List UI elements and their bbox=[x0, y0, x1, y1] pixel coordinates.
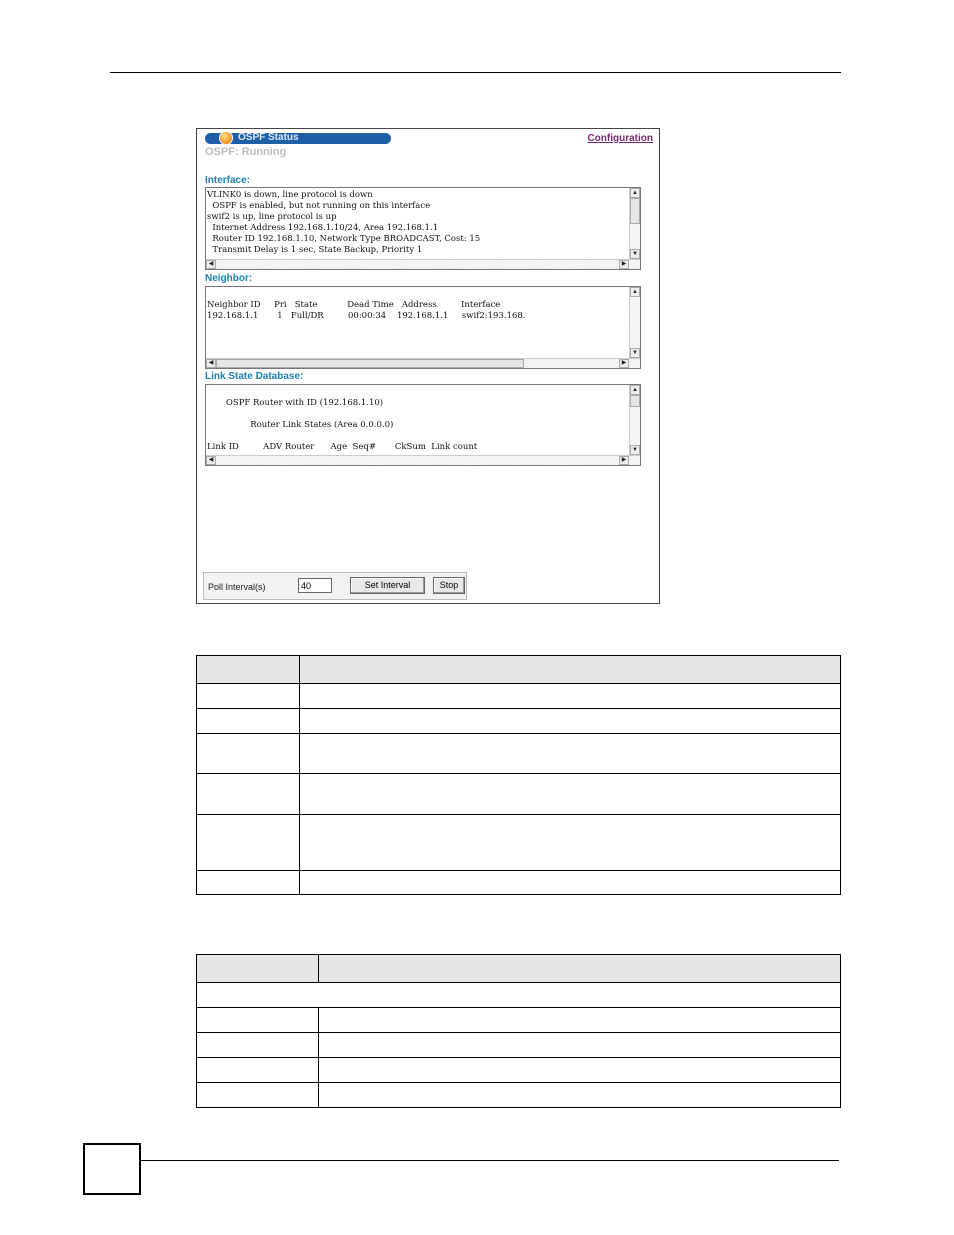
scroll-down-icon[interactable]: ▼ bbox=[630, 445, 640, 455]
interface-text: VLINK0 is down, line protocol is down OSPF is enabled, but not running on this interface swif2 is up, line protocol is up Internet Address 192.168.1.10/24, Area 192.168.1.1 Router ID 192.168.1.10, Network Type BROADCAST, Cost: 15 Transmit Delay is 1 sec, State Backup, Priority 1 bbox=[207, 190, 481, 255]
neighbor-textbox[interactable] bbox=[205, 286, 641, 369]
table-cell bbox=[197, 815, 300, 871]
lsdb-textbox[interactable] bbox=[205, 384, 641, 466]
scroll-up-icon[interactable]: ▲ bbox=[630, 385, 640, 395]
ospf-running-status: OSPF: Running bbox=[205, 146, 287, 158]
table-row bbox=[197, 774, 841, 815]
table-row bbox=[197, 815, 841, 871]
interface-textbox[interactable] bbox=[205, 187, 641, 270]
set-interval-button[interactable]: Set Interval bbox=[350, 577, 425, 594]
table-row bbox=[197, 684, 841, 709]
poll-interval-label: Poll Interval(s) bbox=[208, 582, 266, 592]
table-cell bbox=[319, 955, 841, 983]
neighbor-hscroll[interactable] bbox=[206, 358, 640, 368]
table-cell bbox=[197, 1008, 319, 1033]
scroll-right-icon[interactable]: ▶ bbox=[619, 260, 629, 269]
field-description-table-2 bbox=[196, 954, 841, 1108]
table-row bbox=[197, 1083, 841, 1108]
table-cell bbox=[300, 656, 841, 684]
lsdb-vscroll[interactable] bbox=[629, 385, 640, 455]
table-cell bbox=[197, 734, 300, 774]
scroll-thumb[interactable] bbox=[630, 395, 640, 407]
lsdb-text: OSPF Router with ID (192.168.1.10) Router Link States (Area 0.0.0.0) Link ID ADV Router Age Seq# CkSum Link count bbox=[207, 398, 478, 452]
configuration-link[interactable]: Configuration bbox=[587, 133, 653, 144]
table-cell bbox=[197, 1083, 319, 1108]
table-cell bbox=[319, 1058, 841, 1083]
page-number-box bbox=[83, 1143, 141, 1195]
scroll-down-icon[interactable]: ▼ bbox=[630, 348, 640, 358]
table-cell bbox=[197, 871, 300, 895]
scroll-left-icon[interactable]: ◀ bbox=[206, 359, 216, 368]
lsdb-hscroll[interactable] bbox=[206, 455, 640, 465]
interface-hscroll[interactable] bbox=[206, 259, 640, 269]
field-description-table-1 bbox=[196, 655, 841, 895]
table-row bbox=[197, 1033, 841, 1058]
table-cell bbox=[197, 1033, 319, 1058]
table-section-row bbox=[197, 983, 841, 1008]
status-orb-icon bbox=[219, 131, 233, 145]
table-cell bbox=[300, 815, 841, 871]
table-cell bbox=[300, 871, 841, 895]
table-cell bbox=[300, 709, 841, 734]
table-cell bbox=[319, 1083, 841, 1108]
scroll-thumb[interactable] bbox=[216, 359, 524, 368]
table-cell bbox=[197, 1058, 319, 1083]
scroll-left-icon[interactable]: ◀ bbox=[206, 456, 216, 465]
table-cell bbox=[300, 774, 841, 815]
table-cell bbox=[300, 684, 841, 709]
table-cell bbox=[197, 983, 841, 1008]
table-cell bbox=[197, 684, 300, 709]
interface-vscroll[interactable] bbox=[629, 188, 640, 259]
table-row bbox=[197, 1008, 841, 1033]
neighbor-vscroll[interactable] bbox=[629, 287, 640, 358]
scroll-up-icon[interactable]: ▲ bbox=[630, 188, 640, 198]
table-row bbox=[197, 1058, 841, 1083]
table-row bbox=[197, 709, 841, 734]
scroll-thumb[interactable] bbox=[630, 198, 640, 224]
table-cell bbox=[197, 955, 319, 983]
table-header-row bbox=[197, 656, 841, 684]
neighbor-text: Neighbor ID Pri State Dead Time Address Interface 192.168.1.1 1 Full/DR 00:00:34 192.168.1.1 swif2:193.168. bbox=[207, 300, 526, 321]
header-rule bbox=[110, 72, 841, 73]
ospf-status-screenshot bbox=[196, 128, 660, 604]
table-row bbox=[197, 871, 841, 895]
table-header-row bbox=[197, 955, 841, 983]
table-cell bbox=[197, 656, 300, 684]
stop-button[interactable]: Stop bbox=[433, 577, 465, 594]
scroll-right-icon[interactable]: ▶ bbox=[619, 456, 629, 465]
table-cell bbox=[300, 734, 841, 774]
neighbor-label: Neighbor: bbox=[205, 273, 253, 284]
panel-title: OSPF Status bbox=[238, 132, 299, 143]
scroll-right-icon[interactable]: ▶ bbox=[619, 359, 629, 368]
table-row bbox=[197, 734, 841, 774]
title-bar bbox=[205, 133, 391, 144]
table-cell bbox=[319, 1008, 841, 1033]
table-cell bbox=[197, 774, 300, 815]
poll-interval-bar bbox=[203, 572, 467, 600]
poll-interval-input[interactable] bbox=[298, 578, 332, 593]
table-cell bbox=[197, 709, 300, 734]
scroll-up-icon[interactable]: ▲ bbox=[630, 287, 640, 297]
scroll-left-icon[interactable]: ◀ bbox=[206, 260, 216, 269]
lsdb-label: Link State Database: bbox=[205, 371, 304, 382]
table-cell bbox=[319, 1033, 841, 1058]
scroll-down-icon[interactable]: ▼ bbox=[630, 249, 640, 259]
interface-label: Interface: bbox=[205, 175, 251, 186]
footer-rule bbox=[141, 1160, 839, 1161]
